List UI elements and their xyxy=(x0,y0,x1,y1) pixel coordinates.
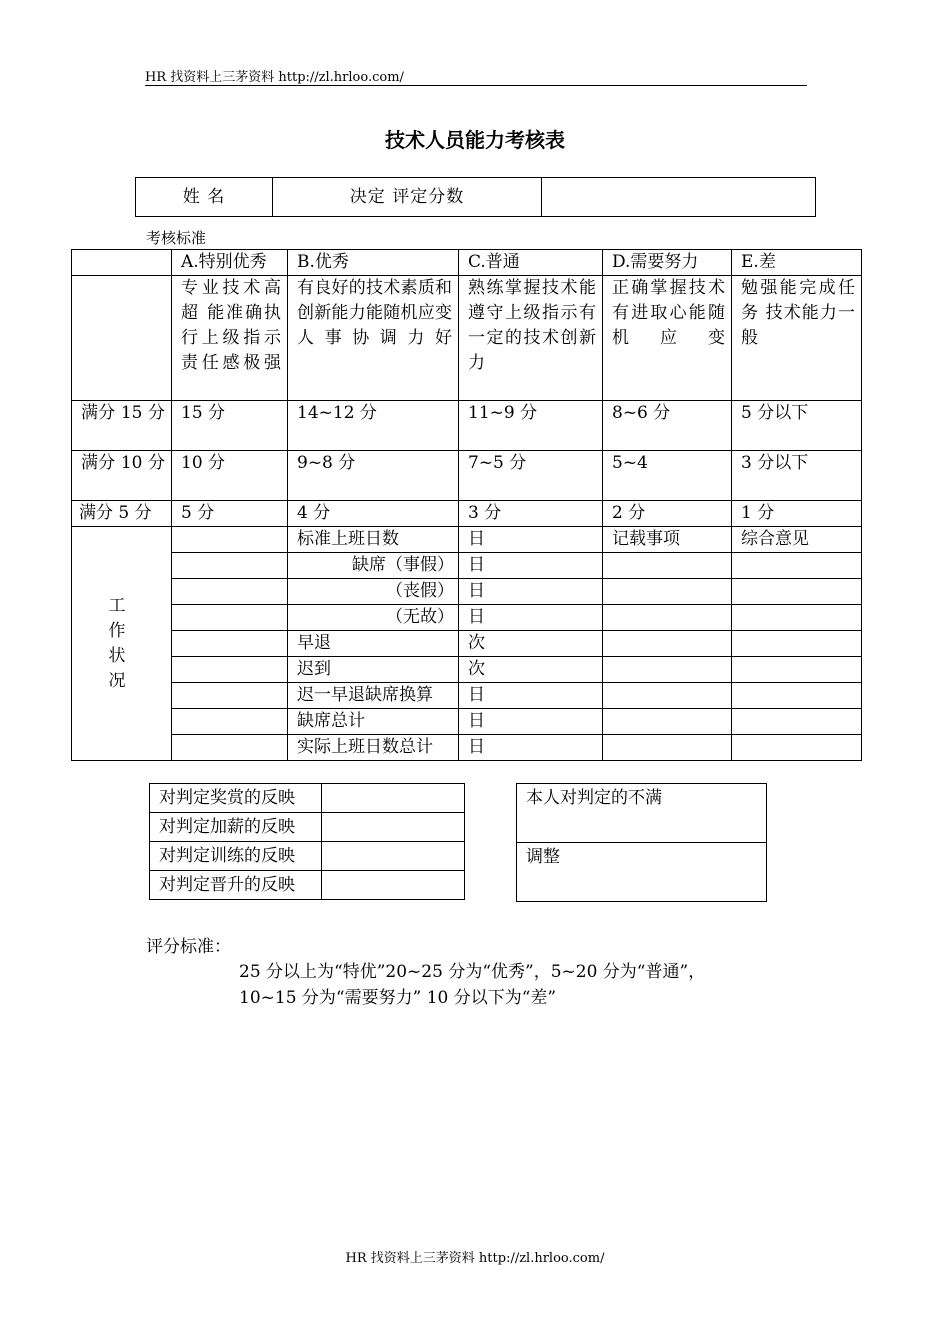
score-cell: 4 分 xyxy=(288,501,459,527)
header-divider xyxy=(145,85,807,86)
score-cell: 1 分 xyxy=(732,501,862,527)
comment-cell[interactable] xyxy=(732,683,862,709)
work-input-cell[interactable] xyxy=(172,553,288,579)
comment-cell[interactable] xyxy=(732,657,862,683)
comment-cell[interactable] xyxy=(732,709,862,735)
work-row xyxy=(72,605,862,631)
work-row xyxy=(72,631,862,657)
desc-d: 正确掌握技术 有进取心能随机应变 xyxy=(603,276,732,401)
score-cell: 9~8 分 xyxy=(288,451,459,501)
work-row xyxy=(72,527,862,553)
score-row-5 xyxy=(72,501,862,527)
record-cell[interactable] xyxy=(603,605,732,631)
score-cell: 5 分 xyxy=(172,501,288,527)
page-header: HR 找资料上三茅资料 http://zl.hrloo.com/ xyxy=(145,70,404,85)
standard-label: 考核标准 xyxy=(146,229,207,247)
work-row xyxy=(72,735,862,761)
work-status-label xyxy=(72,527,172,761)
record-cell[interactable] xyxy=(603,709,732,735)
score-value-cell[interactable] xyxy=(542,178,816,217)
work-row xyxy=(72,709,862,735)
work-item-unit: 日 xyxy=(459,579,603,605)
work-item-unit: 日 xyxy=(459,709,603,735)
reaction-input[interactable] xyxy=(322,784,465,813)
work-status-text: 工 作 状 况 xyxy=(108,595,135,691)
description-row xyxy=(72,276,862,401)
work-row xyxy=(72,683,862,709)
record-label: 记载事项 xyxy=(603,527,732,553)
work-item-unit: 日 xyxy=(459,605,603,631)
reaction-label: 对判定加薪的反映 xyxy=(150,813,322,842)
work-item-unit: 日 xyxy=(459,527,603,553)
record-cell[interactable] xyxy=(603,631,732,657)
dissatisfaction-table xyxy=(516,783,767,902)
comment-label: 综合意见 xyxy=(732,527,862,553)
work-input-cell[interactable] xyxy=(172,527,288,553)
reaction-table xyxy=(149,783,465,900)
reaction-input[interactable] xyxy=(322,813,465,842)
work-item-name: 缺席总计 xyxy=(288,709,459,735)
work-input-cell[interactable] xyxy=(172,683,288,709)
empty-corner-cell xyxy=(72,250,172,276)
reaction-label: 对判定晋升的反映 xyxy=(150,871,322,900)
work-input-cell[interactable] xyxy=(172,735,288,761)
work-item-name: 迟一早退缺席换算 xyxy=(288,683,459,709)
comment-cell[interactable] xyxy=(732,579,862,605)
score-cell: 5~4 xyxy=(603,451,732,501)
grade-d: D.需要努力 xyxy=(603,250,732,276)
desc-a: 专业技术高超 能准确执行上级指示责任感极强 xyxy=(172,276,288,401)
scoring-label: 评分标准： xyxy=(146,937,231,957)
score-cell: 7~5 分 xyxy=(459,451,603,501)
scoring-line-2: 10~15 分为“需要努力” 10 分以下为“差” xyxy=(239,988,557,1008)
score-cell: 3 分 xyxy=(459,501,603,527)
grade-e: E.差 xyxy=(732,250,862,276)
work-item-name: 标准上班日数 xyxy=(288,527,459,553)
score-cell: 8~6 分 xyxy=(603,401,732,451)
score-cell: 11~9 分 xyxy=(459,401,603,451)
score-row-label: 满分 10 分 xyxy=(72,451,172,501)
score-cell: 14~12 分 xyxy=(288,401,459,451)
record-cell[interactable] xyxy=(603,579,732,605)
work-item-name: 实际上班日数总计 xyxy=(288,735,459,761)
grade-header-row xyxy=(72,250,862,276)
record-cell[interactable] xyxy=(603,657,732,683)
desc-c: 熟练掌握技术能遵守上级指示有一定的技术创新力 xyxy=(459,276,603,401)
record-cell[interactable] xyxy=(603,735,732,761)
desc-e: 勉强能完成任务 技术能力一般 xyxy=(732,276,862,401)
name-label: 姓 名 xyxy=(136,178,273,217)
score-row-10 xyxy=(72,451,862,501)
record-cell[interactable] xyxy=(603,553,732,579)
work-item-name: （丧假） xyxy=(288,579,459,605)
work-input-cell[interactable] xyxy=(172,709,288,735)
work-item-unit: 日 xyxy=(459,683,603,709)
score-row-label: 满分 15 分 xyxy=(72,401,172,451)
work-input-cell[interactable] xyxy=(172,605,288,631)
name-table xyxy=(135,177,816,217)
grade-b: B.优秀 xyxy=(288,250,459,276)
work-item-unit: 日 xyxy=(459,735,603,761)
reaction-input[interactable] xyxy=(322,842,465,871)
score-cell: 10 分 xyxy=(172,451,288,501)
work-row xyxy=(72,579,862,605)
work-row xyxy=(72,657,862,683)
work-input-cell[interactable] xyxy=(172,657,288,683)
grade-c: C.普通 xyxy=(459,250,603,276)
comment-cell[interactable] xyxy=(732,735,862,761)
score-label: 决定 评定分数 xyxy=(273,178,542,217)
work-item-unit: 次 xyxy=(459,631,603,657)
work-item-unit: 次 xyxy=(459,657,603,683)
score-cell: 5 分以下 xyxy=(732,401,862,451)
work-row xyxy=(72,553,862,579)
reaction-input[interactable] xyxy=(322,871,465,900)
score-row-15 xyxy=(72,401,862,451)
scoring-line-1: 25 分以上为“特优”20~25 分为“优秀”，5~20 分为“普通”， xyxy=(239,962,706,982)
work-item-name: 迟到 xyxy=(288,657,459,683)
score-row-label: 满分 5 分 xyxy=(72,501,172,527)
work-item-unit: 日 xyxy=(459,553,603,579)
work-input-cell[interactable] xyxy=(172,579,288,605)
work-item-name: （无故） xyxy=(288,605,459,631)
work-item-name: 缺席（事假） xyxy=(288,553,459,579)
assessment-table xyxy=(71,249,862,761)
grade-a: A.特别优秀 xyxy=(172,250,288,276)
record-cell[interactable] xyxy=(603,683,732,709)
score-cell: 3 分以下 xyxy=(732,451,862,501)
page-title: 技术人员能力考核表 xyxy=(385,128,565,152)
comment-cell[interactable] xyxy=(732,553,862,579)
work-item-name: 早退 xyxy=(288,631,459,657)
comment-cell[interactable] xyxy=(732,605,862,631)
empty-desc-label xyxy=(72,276,172,401)
score-cell: 2 分 xyxy=(603,501,732,527)
comment-cell[interactable] xyxy=(732,631,862,657)
score-cell: 15 分 xyxy=(172,401,288,451)
page-footer: HR 找资料上三茅资料 http://zl.hrloo.com/ xyxy=(345,1251,605,1266)
reaction-label: 对判定奖赏的反映 xyxy=(150,784,322,813)
desc-b: 有良好的技术素质和创新能力能随机应变人事协调力好 xyxy=(288,276,459,401)
reaction-label: 对判定训练的反映 xyxy=(150,842,322,871)
adjust-cell[interactable]: 调整 xyxy=(517,843,767,902)
dissatisfaction-cell[interactable]: 本人对判定的不满 xyxy=(517,784,767,843)
work-input-cell[interactable] xyxy=(172,631,288,657)
